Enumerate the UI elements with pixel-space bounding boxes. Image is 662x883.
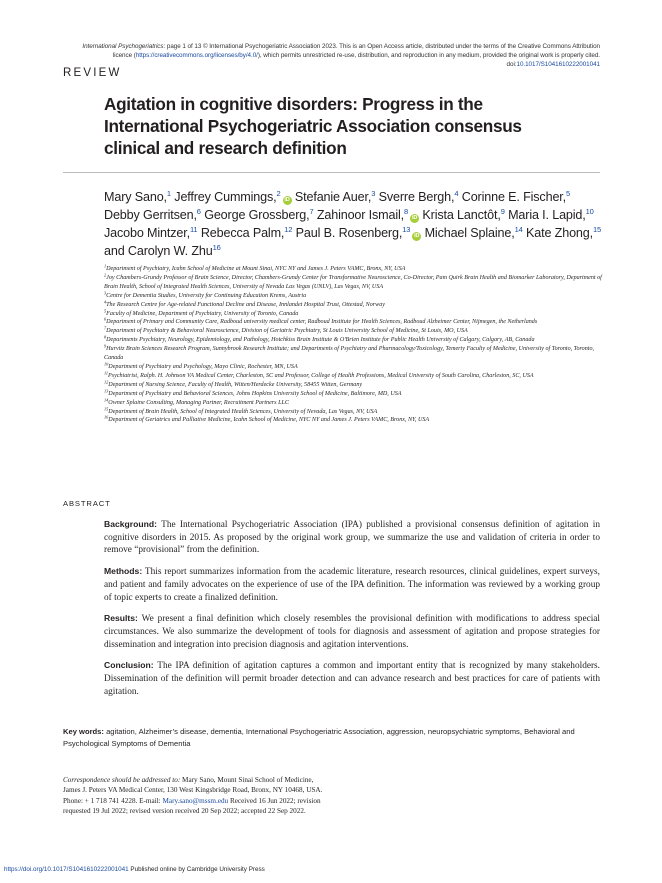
keywords-head: Key words:	[63, 727, 104, 736]
affiliation	[104, 318, 604, 327]
title-divider	[63, 172, 600, 173]
author	[104, 226, 197, 240]
abstract-methods	[104, 565, 600, 604]
correspondence-email-link[interactable]: Mary.sano@mssm.edu	[162, 796, 229, 805]
affiliation-number: 4	[104, 299, 107, 305]
affiliation-text: Department of Primary and Community Care, Radboud university medical center, Radboud Institute for Health Sciences, Radboud Alzheimer Center, Nijmegen, the Netherlands	[106, 319, 538, 326]
author	[425, 226, 523, 240]
author	[204, 208, 313, 222]
abstract-results-head: Results:	[104, 613, 138, 624]
affiliation-text: The Research Centre for Age-related Functional Decline and Disease, Innlandet Hospital Trust, Ottestad, Norway	[106, 301, 385, 308]
affiliation-number: 9	[104, 343, 107, 349]
affiliation-text: Departments Psychiatry, Neurology, Epidemiology, and Pathology, Hotchkiss Brain Institute & O'Brien Institute for Public Health University of Calgary, Calgary, AB, Canada	[106, 337, 535, 344]
affiliation	[104, 327, 604, 336]
author-affiliation-number: 7	[309, 207, 314, 216]
affiliation-number: 10	[104, 361, 109, 367]
affiliation-number: 14	[104, 397, 109, 403]
author	[104, 244, 221, 258]
author	[317, 208, 419, 222]
affiliation-text: Joy Chambers-Grundy Professor of Brain Science, Director, Chambers-Grundy Center for Transformative Neuroscience, Co-Director, Pam Quirk Brain Health and Biomarker Laboratory, Department of Brain Health, School of Integrated Health Sciences, University of Nevada Las Vegas (UNLV), Las Vegas, NV, USA	[104, 274, 602, 290]
license-note	[60, 42, 600, 69]
author	[295, 190, 375, 204]
author-name: Jeffrey Cummings,	[174, 190, 277, 204]
affiliation	[104, 416, 604, 425]
author-affiliation-number: 4	[454, 189, 459, 198]
affiliation	[104, 408, 604, 417]
affiliation-number: 11	[104, 370, 108, 376]
keywords	[63, 726, 603, 750]
footer-publisher: Published online by Cambridge University Press	[130, 866, 265, 873]
license-link[interactable]: https://creativecommons.org/licenses/by/4.0/	[135, 52, 258, 59]
author-name: Rebecca Palm,	[200, 226, 285, 240]
orcid-icon[interactable]: iD	[414, 233, 420, 239]
journal-name: International Psychogeriatrics	[82, 43, 164, 50]
orcid-icon[interactable]: iD	[284, 197, 290, 203]
author-name: Debby Gerritsen,	[104, 208, 197, 222]
author-affiliation-number: 3	[371, 189, 376, 198]
license-note-line-2b: ), which permits unrestricted re-use, distribution, and reproduction in any medium, provided the original work is properly cited.	[257, 52, 600, 59]
affiliation-number: 15	[104, 406, 109, 411]
affiliation	[104, 345, 604, 363]
author-name: Mary Sano,	[104, 190, 167, 204]
affiliation-text: Department of Psychiatry, Icahn School of Medicine at Mount Sinai, NYC NY and James J. Peters VAMC, Bronx, NY, USA	[106, 266, 406, 272]
abstract	[104, 518, 600, 706]
author-affiliation-number: 16	[212, 243, 221, 252]
author-affiliation-number: 1	[166, 189, 171, 198]
affiliation	[104, 274, 604, 292]
author-name: Stefanie Auer,	[294, 190, 372, 204]
author	[379, 190, 459, 204]
keywords-text: agitation, Alzheimer’s disease, dementia, International Psychogeriatric Association, aggression, neuropsychiatric symptoms, Behavioral and Psychological Symptoms of Dementia	[63, 727, 575, 748]
author-list	[104, 188, 604, 260]
author	[526, 226, 601, 240]
affiliation-text: Hurvitz Brain Sciences Research Program, Sunnybrook Research Institute; and Departments of Psychiatry and Pharmacology/Toxicology, Temerty Faculty of Medicine, University of Toronto, Toronto, Canada	[104, 346, 595, 362]
affiliation-text: Department of Psychiatry & Behavioral Neuroscience, Division of Geriatric Psychiatry, St Louis University School of Medicine, St Louis, MO, USA	[106, 328, 468, 335]
orcid-icon[interactable]: iD	[411, 215, 418, 221]
author-affiliation-number: 14	[514, 225, 523, 234]
affiliation-number: 6	[104, 316, 107, 322]
affiliation	[104, 372, 604, 381]
abstract-conclusion-head: Conclusion:	[104, 660, 154, 671]
author-name: Kate Zhong,	[526, 226, 593, 240]
author-name: George Grossberg,	[204, 208, 310, 222]
abstract-results-text: We present a final definition which closely resembles the provisional definition with modifications to address special circumstances. We also summarize the development of tools for diagnosis and assessment of agitation and propose strategies for dissemination and integration into precision diagnosis and agitation interventions.	[104, 614, 600, 650]
author	[174, 190, 291, 204]
correspondence-dates: Received 16 Jun 2022; revision requested 19 Jul 2022; revised version received 20 Sep 2022; accepted 22 Sep 2022.	[63, 796, 321, 815]
affiliation-number: 7	[104, 325, 107, 331]
affiliation-number: 8	[104, 334, 107, 340]
author-affiliation-number: 12	[284, 225, 293, 234]
abstract-methods-head: Methods:	[104, 566, 143, 577]
affiliation	[104, 363, 604, 372]
article-title: Agitation in cognitive disorders: Progress in the International Psychogeriatric Association consensus clinical and research definition	[104, 94, 522, 158]
author-name: Sverre Bergh,	[378, 190, 455, 204]
affiliation	[104, 301, 604, 310]
affiliation	[104, 292, 604, 301]
affiliation-number: 2	[104, 272, 107, 278]
author-name: Zahinoor Ismail,	[316, 208, 405, 222]
affiliation-number: 12	[104, 379, 109, 385]
abstract-conclusion-text: The IPA definition of agitation captures a common and important entity that is recognized by many stakeholders. Dissemination of the definition will permit broader detection and can advance research and best practices for care of patients with agitation.	[104, 661, 601, 697]
affiliation	[104, 336, 604, 345]
author-affiliation-number: 13	[402, 225, 411, 234]
author-affiliation-number: 10	[585, 207, 594, 216]
author	[104, 190, 171, 204]
doi-prefix: doi:	[506, 61, 517, 68]
affiliation-text: Department of Brain Health, School of Integrated Health Sciences, University of Nevada, Las Vegas, NV, USA	[108, 408, 378, 415]
author-name: Krista Lanctôt,	[422, 208, 501, 222]
abstract-background-head: Background:	[104, 519, 157, 529]
author-name: and Carolyn W. Zhu	[104, 244, 213, 258]
affiliation-text: Department of Geriatrics and Palliative Medicine, Icahn School of Medicine, NYC NY and James J. Peters VAMC, Bronx, NY, USA	[108, 417, 430, 424]
author-affiliation-number: 6	[196, 207, 201, 216]
affiliation-text: Centre for Dementia Studies, University for Continuing Education Krems, Austria	[106, 292, 307, 299]
correspondence-lead: Correspondence should be addressed to:	[63, 776, 181, 784]
affiliation-number: 16	[104, 414, 109, 420]
author-affiliation-number: 11	[189, 225, 198, 234]
author-affiliation-number: 5	[566, 189, 571, 198]
correspondence	[63, 775, 325, 816]
abstract-results	[104, 612, 600, 651]
affiliation-number: 13	[104, 388, 109, 394]
affiliation	[104, 310, 604, 319]
author	[422, 208, 504, 222]
author	[104, 208, 201, 222]
abstract-background-text: The International Psychogeriatric Association (IPA) published a provisional consensus definition of agitation in cognitive disorders in 2015. As proposed by the original work group, we summarize the use and validation of criteria in order to remove “provisional” from the definition.	[104, 520, 600, 556]
abstract-background	[104, 518, 600, 557]
footer-doi-link[interactable]: https://doi.org/10.1017/S1041610222001041	[4, 866, 129, 873]
author-affiliation-number: 2	[276, 189, 281, 198]
section-label: REVIEW	[63, 67, 122, 79]
author-name: Jacobo Mintzer,	[104, 226, 190, 240]
affiliation	[104, 381, 604, 390]
affiliation-text: Department of Psychiatry and Behavioral Sciences, Johns Hopkins University School of Medicine, Baltimore, MD, USA	[108, 390, 402, 397]
author	[462, 190, 570, 204]
author-affiliation-number: 15	[592, 225, 602, 234]
affiliation-number: 1	[104, 263, 107, 269]
affiliation-text: Psychiatrist, Ralph. H. Johnson VA Medical Center, Charleston, SC and Professor, College of Health Professions, Medical University of South Carolina, Charleston, SC, USA	[107, 372, 534, 379]
abstract-methods-text: This report summarizes information from the academic literature, research resources, clinical guidelines, expert surveys, and patient and family advocates on the experience of use of the IPA definition. The information was reviewed by a working group of topic experts to create a finalized definition.	[104, 567, 601, 603]
author-name: Paul B. Rosenberg,	[295, 226, 403, 240]
author-name: Corinne E. Fischer,	[461, 190, 566, 204]
affiliation	[104, 390, 604, 399]
affiliation-number: 3	[104, 290, 107, 296]
author-affiliation-number: 9	[500, 207, 505, 216]
affiliation	[104, 399, 604, 408]
affiliation-number: 5	[104, 308, 107, 314]
author-name: Michael Splaine,	[424, 226, 515, 240]
affiliation-text: Department of Psychiatry and Psychology, Mayo Clinic, Rochester, MN, USA	[108, 363, 298, 370]
affiliation	[104, 265, 604, 274]
abstract-conclusion	[104, 659, 600, 698]
affiliation-list	[104, 265, 604, 425]
author	[296, 226, 422, 240]
affiliation-text: Faculty of Medicine, Department of Psychiatry, University of Toronto, Canada	[106, 310, 299, 317]
correspondence-body: Mary Sano, Mount Sinai School of Medicine, James J. Peters VA Medical Center, 130 West Kingsbridge Road, Bronx, NY 10468, USA. Phone: + 1 718 741 4228. E-mail:	[63, 776, 323, 805]
doi-link[interactable]: 10.1017/S1041610222001041	[516, 61, 600, 68]
license-note-line-1: : page 1 of 13 © International Psychogeriatric Association 2023. This is an Open Access article, distributed under the terms of the Creative Commons Attribution	[163, 43, 600, 50]
page-footer	[4, 866, 265, 873]
author-affiliation-number: 8	[404, 207, 409, 216]
affiliation-text: Owner Splaine Consulting, Managing Partner, Recruitment Partners LLC	[108, 399, 289, 406]
author	[508, 208, 594, 222]
author-name: Maria I. Lapid,	[508, 208, 586, 222]
affiliation-text: Department of Nursing Science, Faculty of Health, Witten/Herdecke University, 58455 Witten, Germany	[108, 381, 363, 388]
license-note-line-2a: licence (	[112, 52, 136, 59]
author	[201, 226, 293, 240]
abstract-label: ABSTRACT	[63, 499, 111, 508]
